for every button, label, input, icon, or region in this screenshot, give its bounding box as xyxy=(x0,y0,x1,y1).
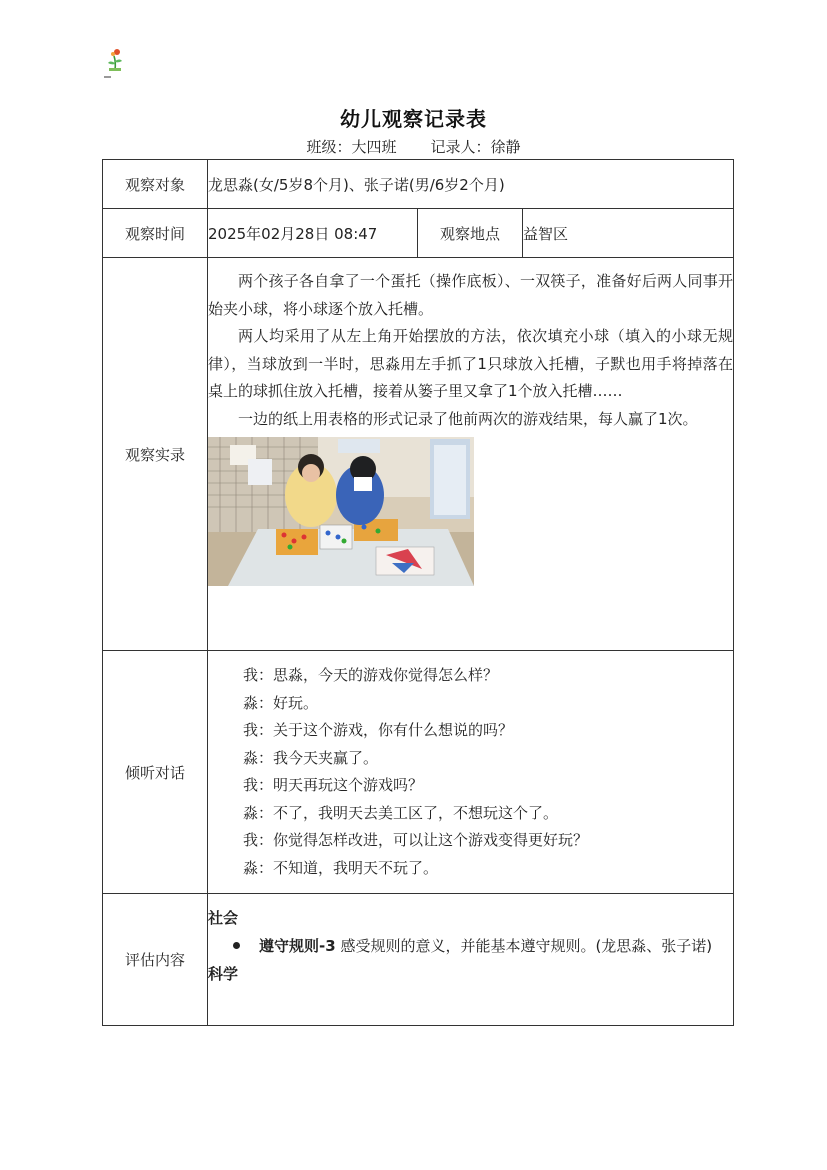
record-content xyxy=(208,258,734,651)
bullet-icon xyxy=(233,942,240,949)
subtitle xyxy=(0,136,827,157)
dialogue-line: 淼：不知道，我明天不玩了。 xyxy=(243,858,439,877)
time-value: 2025年02月28日 08:47 xyxy=(208,209,418,258)
kindergarten-logo xyxy=(104,46,126,78)
evaluation-label: 评估内容 xyxy=(103,894,208,1026)
record-paragraph: 一边的纸上用表格的形式记录了他前两次的游戏结果，每人赢了1次。 xyxy=(238,409,698,428)
dialogue-line: 我：明天再玩这个游戏吗？ xyxy=(243,776,424,794)
object-value: 龙思淼(女/5岁8个月)、张子诺(男/6岁2个月) xyxy=(208,160,734,209)
dialogue-line: 淼：不了，我明天去美工区了，不想玩这个了。 xyxy=(243,803,559,822)
dialogue-line: 我：思淼，今天的游戏你觉得怎么样？ xyxy=(243,666,499,684)
observation-photo xyxy=(208,437,474,586)
dialogue-line: 淼：好玩。 xyxy=(243,693,319,712)
record-label: 观察实录 xyxy=(103,258,208,651)
row-record xyxy=(103,258,734,651)
dialogue-content xyxy=(208,651,734,894)
page-title: 幼儿观察记录表 xyxy=(340,107,487,131)
evaluation-item xyxy=(208,932,733,960)
place-label: 观察地点 xyxy=(418,209,523,258)
section-heading-science: 科学 xyxy=(208,965,239,983)
row-object xyxy=(103,160,734,209)
row-time xyxy=(103,209,734,258)
evaluation-item-text: 感受规则的意义，并能基本遵守规则。(龙思淼、张子诺) xyxy=(335,937,713,955)
recorder-label: 记录人：徐静 xyxy=(430,138,521,156)
time-label: 观察时间 xyxy=(103,209,208,258)
observation-table xyxy=(102,159,734,1026)
object-label: 观察对象 xyxy=(103,160,208,209)
dialogue-label: 倾听对话 xyxy=(103,651,208,894)
row-evaluation xyxy=(103,894,734,1026)
dialogue-line: 我：你觉得怎样改进，可以让这个游戏变得更好玩？ xyxy=(243,831,589,849)
section-heading-social: 社会 xyxy=(208,909,239,927)
row-dialogue xyxy=(103,651,734,894)
dialogue-line: 我：关于这个游戏，你有什么想说的吗？ xyxy=(243,721,514,739)
record-paragraph: 两个孩子各自拿了一个蛋托（操作底板）、一双筷子，准备好后两人同事开始夹小球，将小球逐个放入托槽。 xyxy=(208,272,733,318)
dialogue-line: 淼：我今天夹赢了。 xyxy=(243,748,379,767)
place-value: 益智区 xyxy=(523,209,734,258)
evaluation-content xyxy=(208,894,734,1026)
evaluation-item-title: 遵守规则-3 xyxy=(259,937,336,955)
record-paragraph: 两人均采用了从左上角开始摆放的方法，依次填充小球（填入的小球无规律），当球放到一半时，思淼用左手抓了1只球放入托槽，子默也用手将掉落在桌上的球抓住放入托槽，接着从篓子里又拿了1个放入托槽…… xyxy=(208,327,733,400)
class-label: 班级：大四班 xyxy=(306,138,397,156)
